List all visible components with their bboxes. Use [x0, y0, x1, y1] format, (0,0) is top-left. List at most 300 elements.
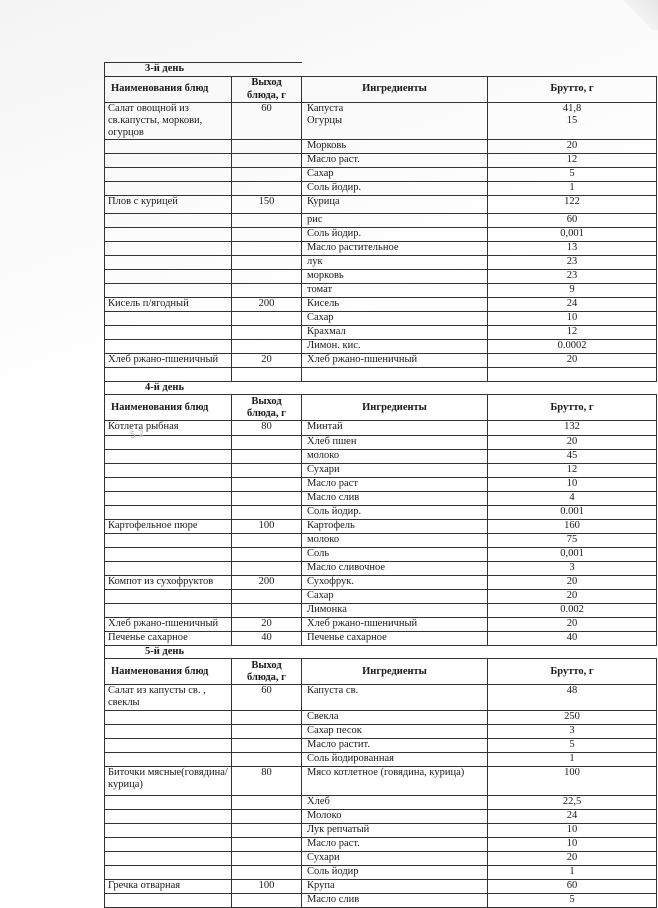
ingredient-name — [302, 298, 488, 312]
ingredient-line: Сахар песок — [307, 725, 362, 737]
ingredient-name — [302, 590, 488, 604]
dish-output: 60 — [232, 103, 302, 140]
ingredient-line: Сухари — [307, 852, 340, 864]
dish-name — [105, 284, 232, 298]
ingredient-name — [302, 604, 488, 618]
ingredient-name — [302, 478, 488, 492]
ingredient-gross — [488, 421, 657, 436]
ingredient-name — [302, 421, 488, 436]
table-row — [105, 725, 657, 739]
ingredient-gross — [488, 810, 657, 824]
table-row — [105, 256, 657, 270]
gross-line: 122 — [564, 196, 580, 208]
header-dish-name: Наименования блюд — [105, 659, 232, 685]
dish-name — [105, 168, 232, 182]
table-row — [105, 154, 657, 168]
gross-line: 132 — [564, 421, 580, 433]
gross-line: 15 — [566, 115, 578, 127]
ingredient-line: Соль — [307, 548, 330, 560]
header-output — [232, 395, 302, 421]
dish-output — [232, 256, 302, 270]
gross-line: 0.0002 — [557, 340, 587, 352]
dish-name — [105, 753, 232, 767]
column-header-row — [105, 77, 657, 103]
ingredient-line: Сахар — [307, 590, 334, 602]
table-row — [105, 214, 657, 228]
ingredient-gross — [488, 894, 657, 908]
dish-name — [105, 464, 232, 478]
dish-name — [105, 436, 232, 450]
ingredient-name — [302, 464, 488, 478]
ingredient-name — [302, 256, 488, 270]
gross-line: 40 — [566, 632, 578, 644]
ingredient-name — [302, 711, 488, 725]
ingredient-line: Картофель — [307, 520, 355, 532]
ingredient-gross — [488, 326, 657, 340]
gross-line: 12 — [566, 154, 578, 166]
ingredient-line: Хлеб ржано-пшеничный — [307, 618, 418, 630]
table-row — [105, 562, 657, 576]
gross-line: 22,5 — [562, 796, 582, 808]
gross-line: 0.001 — [560, 506, 584, 518]
dish-name — [105, 182, 232, 196]
ingredient-line: Масло слив — [307, 894, 360, 906]
dish-name: Котлета рыбная — [105, 421, 232, 436]
dish-output: 40 — [232, 632, 302, 646]
gross-line: 5 — [569, 739, 575, 751]
ingredient-name — [302, 196, 488, 214]
ingredient-line: Масло растит. — [307, 739, 370, 751]
dish-name — [105, 270, 232, 284]
dish-output — [232, 326, 302, 340]
dish-output — [232, 739, 302, 753]
table-row — [105, 604, 657, 618]
dish-output — [232, 182, 302, 196]
dish-output — [232, 492, 302, 506]
ingredient-line: лук — [307, 256, 323, 268]
dish-name — [105, 242, 232, 256]
header-dish-name: Наименования блюд — [105, 77, 232, 103]
table-row — [105, 894, 657, 908]
dish-output — [232, 838, 302, 852]
table-row — [105, 464, 657, 478]
dish-name — [105, 711, 232, 725]
table-row — [105, 326, 657, 340]
column-header-row — [105, 395, 657, 421]
dish-name — [105, 739, 232, 753]
dish-output — [232, 214, 302, 228]
ingredient-line: Курица — [307, 196, 340, 208]
dish-name: Кисель п/ягодный — [105, 298, 232, 312]
ingredient-line: Соль йодир. — [307, 506, 362, 518]
ingredient-gross — [488, 796, 657, 810]
dish-name — [105, 866, 232, 880]
gross-line: 12 — [566, 326, 578, 338]
day-title-row — [105, 382, 657, 395]
ingredient-gross — [488, 478, 657, 492]
ingredient-name — [302, 168, 488, 182]
gross-line: 75 — [566, 534, 578, 546]
gross-line: 24 — [566, 298, 578, 310]
ingredient-line: Капуста св. — [307, 685, 359, 697]
header-ingredients: Ингредиенты — [302, 659, 488, 685]
table-row — [105, 103, 657, 140]
gross-line: 20 — [566, 140, 578, 152]
ingredient-gross — [488, 838, 657, 852]
table-row — [105, 838, 657, 852]
table-row — [105, 450, 657, 464]
day-title-blank — [302, 63, 657, 77]
ingredient-name — [302, 284, 488, 298]
table-row — [105, 182, 657, 196]
table-row — [105, 506, 657, 520]
table-row — [105, 478, 657, 492]
ingredient-gross — [488, 711, 657, 725]
table-row — [105, 796, 657, 810]
dish-output — [232, 284, 302, 298]
ingredient-gross — [488, 154, 657, 168]
ingredient-line: морковь — [307, 270, 344, 282]
ingredient-line: Масло растительное — [307, 242, 399, 254]
ingredient-gross — [488, 270, 657, 284]
gross-line: 3 — [569, 562, 575, 574]
dish-output — [232, 534, 302, 548]
dish-name — [105, 312, 232, 326]
header-output-line2: блюда, г — [247, 407, 286, 419]
table-row — [105, 421, 657, 436]
ingredient-gross — [488, 562, 657, 576]
ingredient-name — [302, 576, 488, 590]
dish-name — [105, 478, 232, 492]
dish-name — [105, 340, 232, 354]
table-row — [105, 284, 657, 298]
gross-line: 100 — [564, 767, 580, 779]
header-output-line1: Выход — [251, 395, 282, 407]
dish-name: Гречка отварная — [105, 880, 232, 894]
gross-line: 0,001 — [560, 548, 584, 560]
table-row — [105, 228, 657, 242]
dish-name — [105, 562, 232, 576]
table-row — [105, 548, 657, 562]
dish-name: Салат овощной из св.капусты, моркови, огурцов — [105, 103, 232, 140]
ingredient-gross — [488, 242, 657, 256]
dish-output — [232, 450, 302, 464]
ingredient-gross — [488, 492, 657, 506]
dish-name — [105, 492, 232, 506]
ingredient-gross — [488, 450, 657, 464]
dish-name: Салат из капусты св. , свеклы — [105, 685, 232, 711]
gross-line: 5 — [569, 894, 575, 906]
dish-name — [105, 506, 232, 520]
ingredient-line: Масло сливочное — [307, 562, 386, 574]
gross-line: 10 — [566, 838, 578, 850]
ingredient-gross — [488, 725, 657, 739]
ingredient-gross — [488, 753, 657, 767]
ingredient-line: Хлеб ржано-пшеничный — [307, 354, 418, 366]
ingredient-gross — [488, 824, 657, 838]
ingredient-gross — [488, 298, 657, 312]
ingredient-name — [302, 326, 488, 340]
table-row — [105, 632, 657, 646]
dish-name — [105, 590, 232, 604]
gross-line: 60 — [566, 214, 578, 226]
ingredient-name — [302, 140, 488, 154]
ingredient-name — [302, 214, 488, 228]
ingredient-name — [302, 340, 488, 354]
ingredient-name — [302, 767, 488, 796]
ingredient-gross — [488, 767, 657, 796]
table-row — [105, 312, 657, 326]
day-title-blank — [302, 646, 657, 659]
dish-name: Хлеб ржано-пшеничный — [105, 618, 232, 632]
dish-name — [105, 228, 232, 242]
dish-output — [232, 340, 302, 354]
gross-line: 20 — [566, 576, 578, 588]
day-title: 4-й день — [105, 382, 302, 395]
dish-output — [232, 604, 302, 618]
dish-output — [232, 242, 302, 256]
dish-output — [232, 368, 302, 382]
gross-line: 24 — [566, 810, 578, 822]
dish-output: 100 — [232, 880, 302, 894]
dish-name — [105, 326, 232, 340]
ingredient-name — [302, 228, 488, 242]
dish-name — [105, 534, 232, 548]
ingredient-line: Соль йодир — [307, 866, 359, 878]
dish-output — [232, 753, 302, 767]
table-row — [105, 824, 657, 838]
gross-line: 48 — [566, 685, 578, 697]
dish-name — [105, 824, 232, 838]
day-title-row — [105, 646, 657, 659]
dish-output: 100 — [232, 520, 302, 534]
dish-output — [232, 562, 302, 576]
ingredient-line: Кисель — [307, 298, 340, 310]
header-gross: Брутто, г — [488, 77, 657, 103]
ingredient-line: молоко — [307, 450, 340, 462]
dish-output — [232, 168, 302, 182]
ingredient-name — [302, 312, 488, 326]
dish-output — [232, 866, 302, 880]
ingredient-gross — [488, 182, 657, 196]
ingredient-name — [302, 506, 488, 520]
ingredient-line: томат — [307, 284, 333, 296]
header-output-line1: Выход — [251, 659, 282, 671]
header-output-line2: блюда, г — [247, 89, 286, 101]
ingredient-gross — [488, 340, 657, 354]
dish-output — [232, 810, 302, 824]
ingredient-gross — [488, 576, 657, 590]
ingredient-gross — [488, 685, 657, 711]
ingredient-name — [302, 534, 488, 548]
ingredient-name — [302, 103, 488, 140]
ingredient-name — [302, 838, 488, 852]
gross-line: 250 — [564, 711, 580, 723]
ingredient-gross — [488, 312, 657, 326]
ingredient-name — [302, 824, 488, 838]
ingredient-name — [302, 492, 488, 506]
ingredient-line: Огурцы — [307, 115, 343, 127]
ingredient-name — [302, 154, 488, 168]
ingredient-gross — [488, 103, 657, 140]
ingredient-gross — [488, 880, 657, 894]
table-row — [105, 880, 657, 894]
dish-name: Картофельное пюре — [105, 520, 232, 534]
table-row — [105, 534, 657, 548]
ingredient-gross — [488, 506, 657, 520]
dish-output: 80 — [232, 421, 302, 436]
ingredient-name — [302, 450, 488, 464]
header-dish-name: Наименования блюд — [105, 395, 232, 421]
dish-output: 200 — [232, 576, 302, 590]
table-row — [105, 298, 657, 312]
ingredient-gross — [488, 632, 657, 646]
gross-line: 20 — [566, 618, 578, 630]
gross-line: 1 — [569, 182, 575, 194]
table-row — [105, 739, 657, 753]
table-row — [105, 368, 657, 382]
dish-output — [232, 824, 302, 838]
table-row — [105, 810, 657, 824]
table-row — [105, 520, 657, 534]
gross-line: 60 — [566, 880, 578, 892]
dish-output — [232, 154, 302, 168]
dish-name — [105, 894, 232, 908]
dish-name — [105, 725, 232, 739]
ingredient-line: рис — [307, 214, 323, 226]
gross-line: 20 — [566, 354, 578, 366]
ingredient-name — [302, 548, 488, 562]
ingredient-gross — [488, 604, 657, 618]
ingredient-gross — [488, 520, 657, 534]
ingredient-line: Соль йодированная — [307, 753, 395, 765]
gross-line: 10 — [566, 478, 578, 490]
gross-line: 12 — [566, 464, 578, 476]
ingredient-gross — [488, 256, 657, 270]
dish-name — [105, 256, 232, 270]
gross-line: 1 — [569, 753, 575, 765]
ingredient-line: Лимонка — [307, 604, 347, 616]
table-row — [105, 436, 657, 450]
ingredient-name — [302, 685, 488, 711]
ingredient-gross — [488, 866, 657, 880]
ingredient-line: Масло раст. — [307, 154, 360, 166]
dish-name: Компот из сухофруктов — [105, 576, 232, 590]
ingredient-gross — [488, 284, 657, 298]
ingredient-line: Лимон. кис. — [307, 340, 361, 352]
dish-output: 200 — [232, 298, 302, 312]
dish-output: 150 — [232, 196, 302, 214]
table-row — [105, 196, 657, 214]
gross-line: 0.002 — [560, 604, 584, 616]
dish-name: Печенье сахарное — [105, 632, 232, 646]
dish-output — [232, 711, 302, 725]
ingredient-line: Минтай — [307, 421, 343, 433]
ingredient-line: Сахар — [307, 312, 334, 324]
ingredient-name — [302, 632, 488, 646]
dish-name — [105, 796, 232, 810]
ingredient-line: Хлеб — [307, 796, 330, 808]
ingredient-name — [302, 852, 488, 866]
table-row — [105, 140, 657, 154]
ingredient-line: Молоко — [307, 810, 342, 822]
dish-name — [105, 604, 232, 618]
header-output — [232, 659, 302, 685]
gross-line: 10 — [566, 312, 578, 324]
ingredient-line: Соль йодир. — [307, 182, 362, 194]
ingredient-gross — [488, 534, 657, 548]
ingredient-name — [302, 753, 488, 767]
dish-output — [232, 270, 302, 284]
ingredient-gross — [488, 590, 657, 604]
dish-name — [105, 140, 232, 154]
gross-line: 10 — [566, 824, 578, 836]
gross-line: 0,001 — [560, 228, 584, 240]
ingredient-name — [302, 270, 488, 284]
dish-output — [232, 228, 302, 242]
header-ingredients: Ингредиенты — [302, 77, 488, 103]
ingredient-line: Масло раст. — [307, 838, 360, 850]
header-output — [232, 77, 302, 103]
ingredient-line: Свекла — [307, 711, 339, 723]
table-row — [105, 242, 657, 256]
gross-line: 23 — [566, 270, 578, 282]
folded-corner — [618, 0, 658, 30]
ingredient-name — [302, 182, 488, 196]
ingredient-name — [302, 562, 488, 576]
dish-name: Плов с курицей — [105, 196, 232, 214]
gross-line: 41,8 — [562, 103, 582, 114]
gross-line: 20 — [566, 436, 578, 448]
gross-line: 13 — [566, 242, 578, 254]
gross-line: 20 — [566, 590, 578, 602]
ingredient-name — [302, 739, 488, 753]
ingredient-name — [302, 242, 488, 256]
ingredient-line: Крупа — [307, 880, 335, 892]
ingredient-gross — [488, 140, 657, 154]
ingredient-line: Сухари — [307, 464, 340, 476]
ingredient-name — [302, 520, 488, 534]
ingredient-name — [302, 810, 488, 824]
ingredient-line: Хлеб пшен — [307, 436, 357, 448]
day-title-blank — [302, 382, 657, 395]
dish-output — [232, 725, 302, 739]
dish-output — [232, 590, 302, 604]
ingredient-line: Мясо котлетное (говядина, курица) — [307, 767, 465, 779]
gross-line: 5 — [569, 168, 575, 180]
dish-name — [105, 548, 232, 562]
gross-line: 160 — [564, 520, 580, 532]
ingredient-name — [302, 725, 488, 739]
day-title: 3-й день — [105, 63, 302, 77]
ingredient-name — [302, 618, 488, 632]
table-row — [105, 168, 657, 182]
dish-name — [105, 450, 232, 464]
dish-output: 20 — [232, 618, 302, 632]
ingredient-line: Масло раст — [307, 478, 358, 490]
gross-line: 3 — [569, 725, 575, 737]
gross-line: 4 — [569, 492, 575, 504]
table-row — [105, 492, 657, 506]
dish-output — [232, 548, 302, 562]
day-title: 5-й день — [105, 646, 302, 659]
gross-line: 23 — [566, 256, 578, 268]
table-row — [105, 576, 657, 590]
dish-name: Хлеб ржано-пшеничный — [105, 354, 232, 368]
ingredient-gross — [488, 214, 657, 228]
ingredient-gross — [488, 464, 657, 478]
dish-name — [105, 852, 232, 866]
